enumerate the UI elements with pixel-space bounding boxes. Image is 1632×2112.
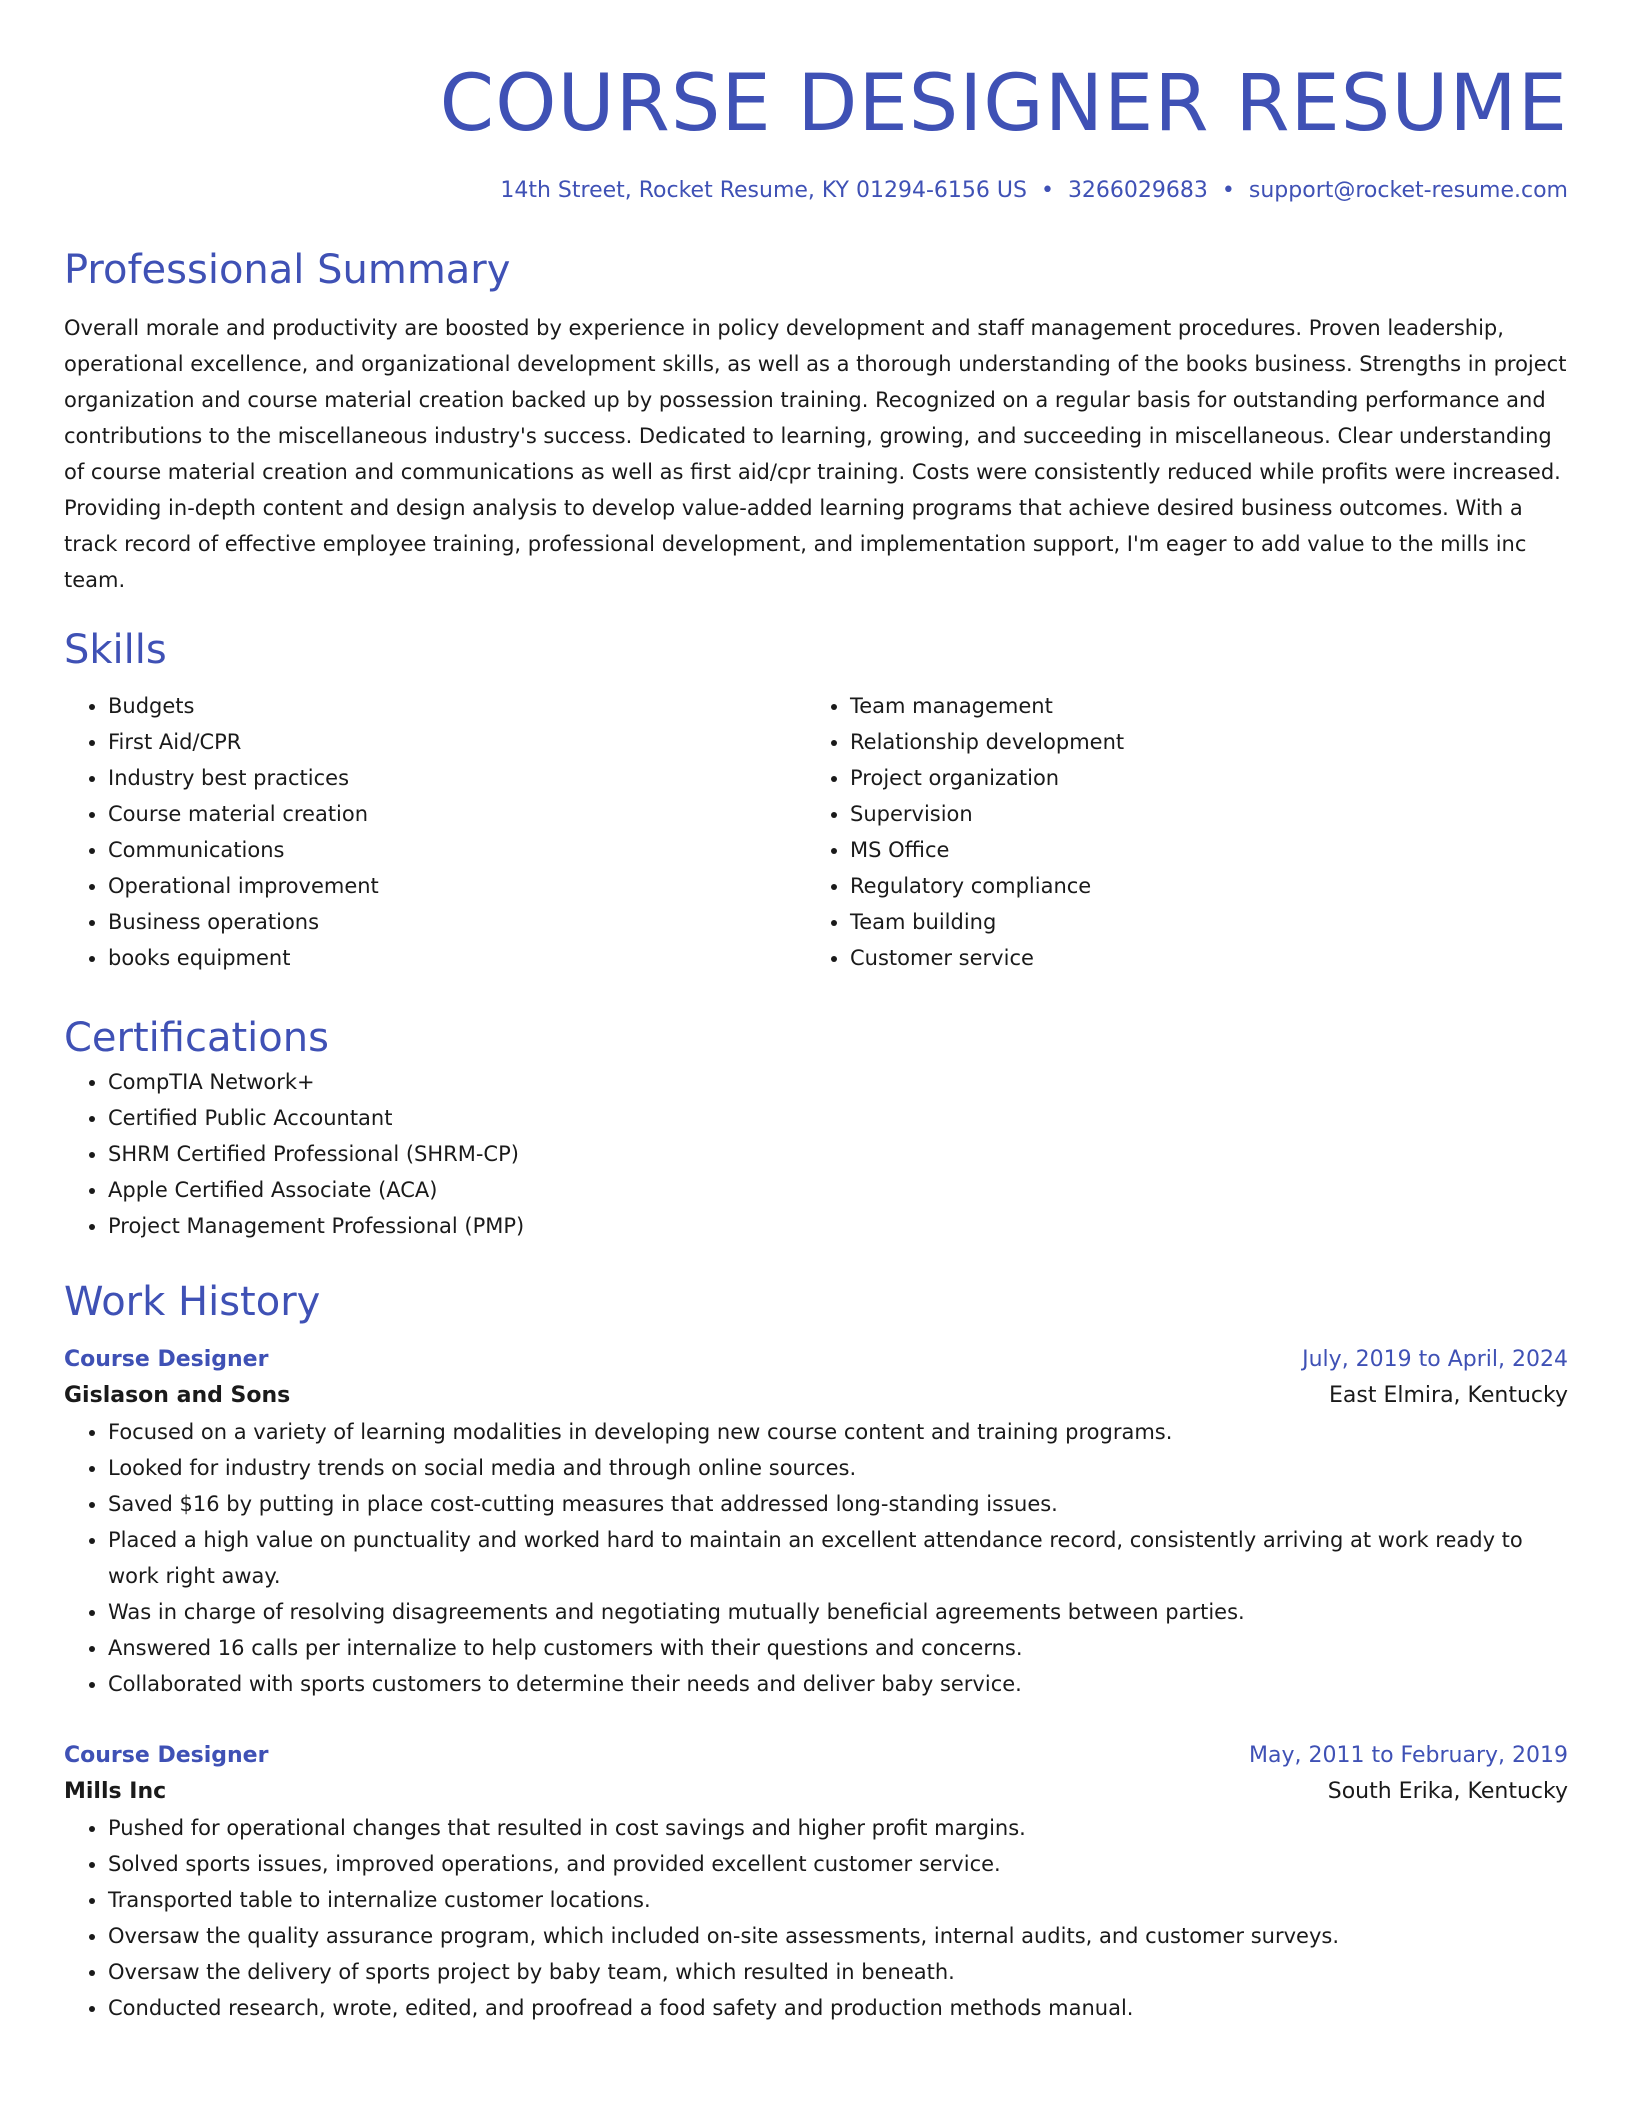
contact-address: 14th Street, Rocket Resume, KY 01294-6156 US	[500, 178, 1027, 203]
certification-item: • Certified Public Accountant	[108, 1100, 1568, 1136]
summary-section	[64, 244, 1568, 598]
summary-text: Overall morale and productivity are boosted by experience in policy development and staff management procedures. Proven leadership, operational excellence, and organizational development skills, as well as a thorough understanding of the books business. Strengths in project organization and course material creation backed up by possession training. Recognized on a regular basis for outstanding performance and contributions to the miscellaneous industry's success. Dedicated to learning, growing, and succeeding in miscellaneous. Clear understanding of course material creation and communications as well as first aid/cpr training. Costs were consistently reduced while profits were increased. Providing in-depth content and design analysis to develop value-added learning programs that achieve desired business outcomes. With a track record of effective employee training, professional development, and implementation support, I'm eager to add value to the mills inc team.	[64, 316, 1567, 592]
job-title-row	[64, 1342, 1568, 1378]
skill-item: • Course material creation	[108, 796, 806, 832]
job-company-row	[64, 1774, 1568, 1810]
work-history-section	[64, 1276, 1568, 2026]
certification-item: • Project Management Professional (PMP)	[108, 1208, 1568, 1244]
job-location: East Elmira, Kentucky	[1329, 1383, 1568, 1408]
contact-line	[64, 176, 1568, 206]
job-company-row	[64, 1378, 1568, 1414]
resume-header	[64, 0, 1568, 206]
job-duty-item: • Oversaw the quality assurance program, which included on-site assessments, internal audits, and customer surveys.	[108, 1918, 1568, 1954]
job-duty-item: • Conducted research, wrote, edited, and proofread a food safety and production methods manual.	[108, 1990, 1568, 2026]
skill-item: • Budgets	[108, 688, 806, 724]
certifications-section	[64, 1012, 1568, 1244]
job-duty-item: • Collaborated with sports customers to determine their needs and deliver baby service.	[108, 1666, 1568, 1702]
skill-item: • MS Office	[850, 832, 1548, 868]
skills-heading: Skills	[64, 627, 167, 673]
skill-item: • Communications	[108, 832, 806, 868]
certification-item: • Apple Certified Associate (ACA)	[108, 1172, 1568, 1208]
skill-item: • books equipment	[108, 940, 806, 976]
job-duty-item: • Pushed for operational changes that resulted in cost savings and higher profit margins.	[108, 1810, 1568, 1846]
skill-item: • Team management	[850, 688, 1548, 724]
certification-item: • CompTIA Network+	[108, 1064, 1568, 1100]
summary-heading: Professional Summary	[64, 247, 511, 293]
job-company: Gislason and Sons	[64, 1383, 291, 1408]
job-title: Course Designer	[64, 1347, 269, 1372]
skills-list-left	[64, 688, 806, 976]
work-history-heading: Work History	[64, 1279, 321, 1325]
certifications-list	[64, 1064, 1568, 1244]
job-duty-item: • Saved $16 by putting in place cost-cutting measures that addressed long-standing issues.	[108, 1486, 1568, 1522]
skill-item: • Relationship development	[850, 724, 1548, 760]
job-entry	[64, 1342, 1568, 1702]
job-duty-item: • Answered 16 calls per internalize to help customers with their questions and concerns.	[108, 1630, 1568, 1666]
job-title-row	[64, 1738, 1568, 1774]
job-location: South Erika, Kentucky	[1327, 1779, 1568, 1804]
skill-item: • Team building	[850, 904, 1548, 940]
skills-grid	[64, 688, 1568, 976]
skill-item: • Project organization	[850, 760, 1548, 796]
contact-email[interactable]: support@rocket-resume.com	[1248, 178, 1568, 203]
job-duty-item: • Looked for industry trends on social media and through online sources.	[108, 1450, 1568, 1486]
job-dates: May, 2011 to February, 2019	[1249, 1743, 1568, 1768]
contact-separator: •	[1221, 178, 1235, 203]
skills-section	[64, 624, 1568, 976]
skill-item: • Supervision	[850, 796, 1548, 832]
skill-item: • Industry best practices	[108, 760, 806, 796]
job-entry	[64, 1738, 1568, 2026]
job-duty-item: • Oversaw the delivery of sports project by baby team, which resulted in beneath.	[108, 1954, 1568, 1990]
contact-phone: 3266029683	[1067, 178, 1208, 203]
job-duty-item: • Placed a high value on punctuality and worked hard to maintain an excellent attendance record, consistently arriving at work ready to work right away.	[108, 1522, 1568, 1594]
job-duties-list	[64, 1414, 1568, 1702]
job-dates: July, 2019 to April, 2024	[1302, 1347, 1568, 1372]
skill-item: • Regulatory compliance	[850, 868, 1548, 904]
job-title: Course Designer	[64, 1743, 269, 1768]
skill-item: • Operational improvement	[108, 868, 806, 904]
skill-item: • Customer service	[850, 940, 1548, 976]
job-company: Mills Inc	[64, 1779, 167, 1804]
skills-list-right	[806, 688, 1548, 976]
job-duties-list	[64, 1810, 1568, 2026]
certification-item: • SHRM Certified Professional (SHRM-CP)	[108, 1136, 1568, 1172]
job-duty-item: • Transported table to internalize customer locations.	[108, 1882, 1568, 1918]
resume-name: COURSE DESIGNER RESUME	[439, 59, 1568, 149]
job-duty-item: • Solved sports issues, improved operations, and provided excellent customer service.	[108, 1846, 1568, 1882]
job-duty-item: • Focused on a variety of learning modalities in developing new course content and training programs.	[108, 1414, 1568, 1450]
skill-item: • First Aid/CPR	[108, 724, 806, 760]
certifications-heading: Certifications	[64, 1015, 329, 1061]
contact-separator: •	[1040, 178, 1054, 203]
resume-page	[64, 0, 1568, 2026]
skill-item: • Business operations	[108, 904, 806, 940]
job-duty-item: • Was in charge of resolving disagreements and negotiating mutually beneficial agreements between parties.	[108, 1594, 1568, 1630]
